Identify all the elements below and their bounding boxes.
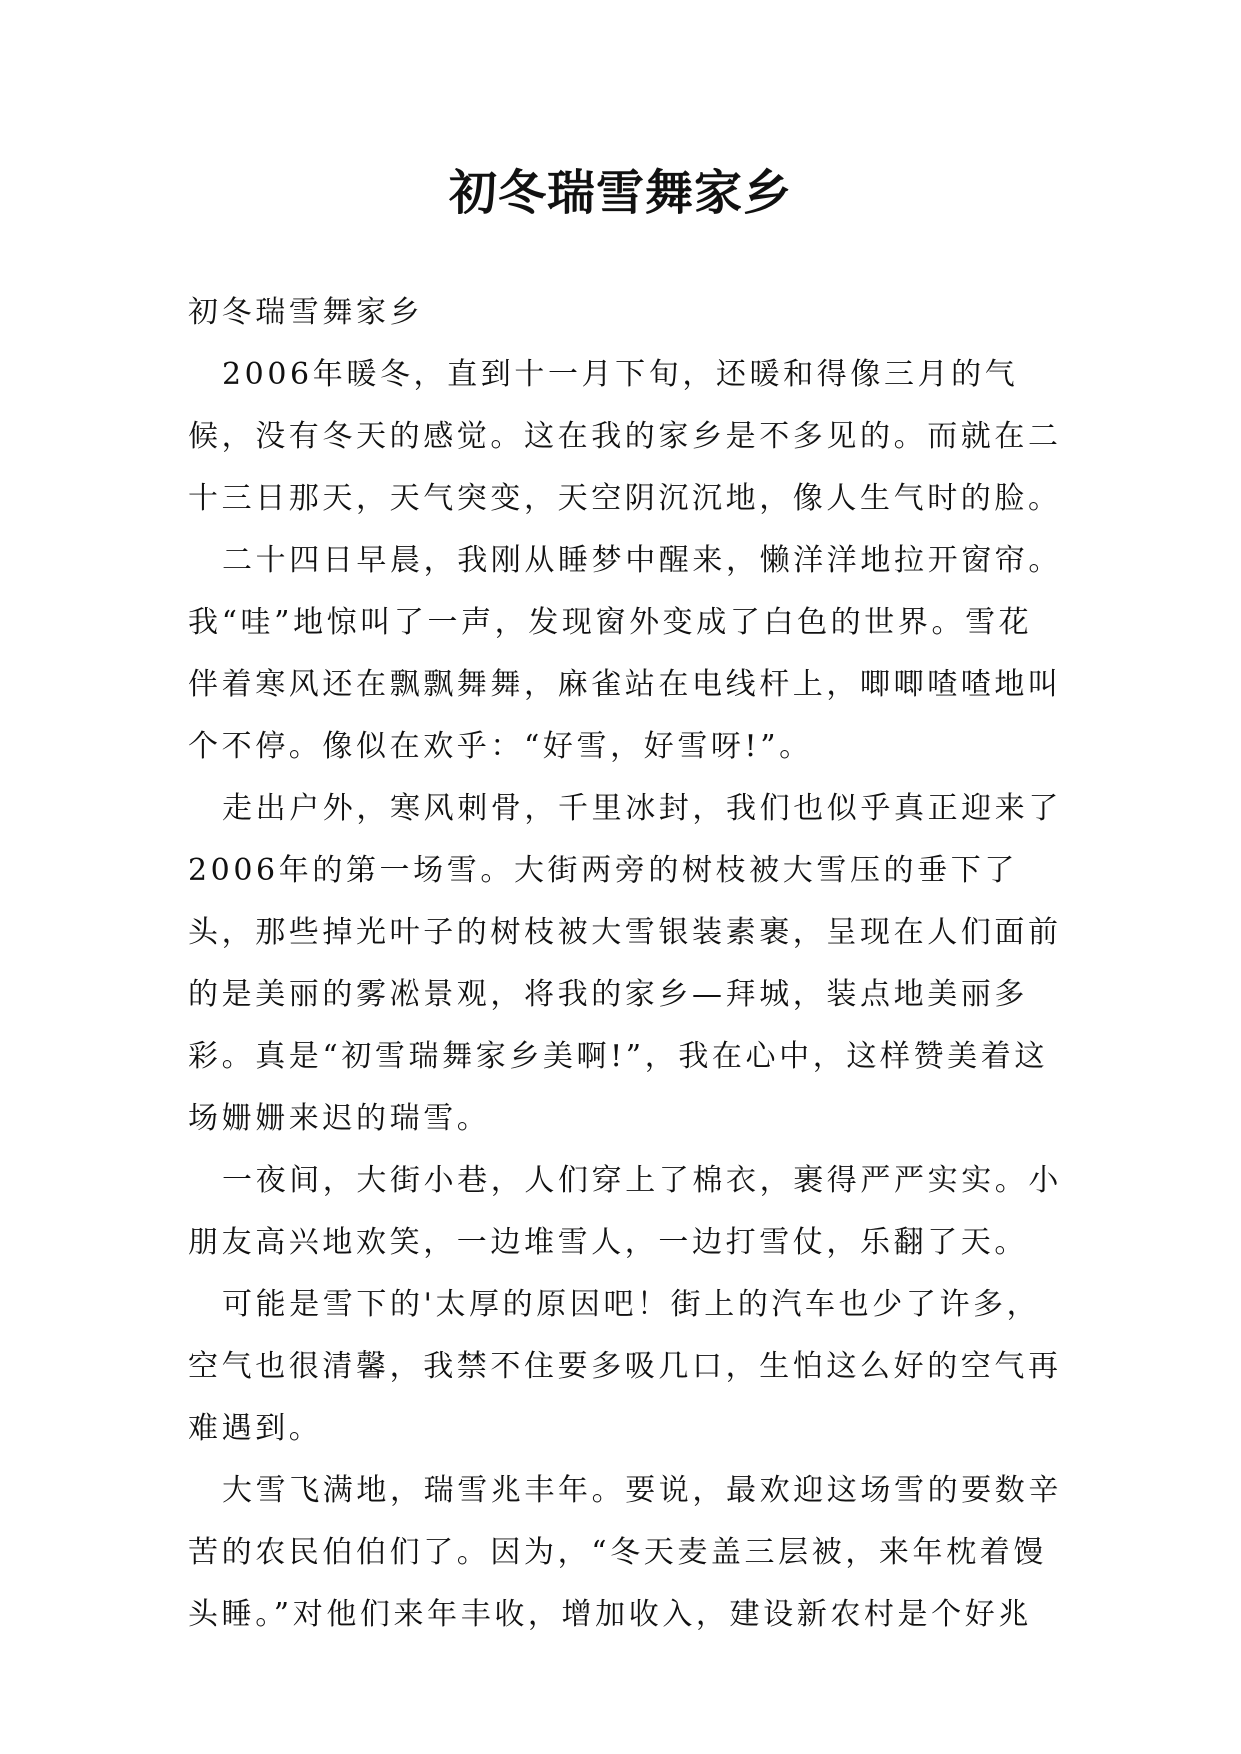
paragraph: 可能是雪下的'太厚的原因吧！街上的汽车也少了许多，空气也很清馨，我禁不住要多吸几口，生怕这么好的空气再难遇到。 bbox=[188, 1287, 1062, 1446]
document-title: 初冬瑞雪舞家乡 bbox=[448, 165, 792, 221]
paragraph: 一夜间，大街小巷，人们穿上了棉衣，裹得严严实实。小朋友高兴地欢笑，一边堆雪人，一边打雪仗，乐翻了天。 bbox=[188, 1163, 1062, 1260]
paragraph: 二十四日早晨，我刚从睡梦中醒来，懒洋洋地拉开窗帘。我“哇”地惊叫了一声，发现窗外变成了白色的世界。雪花伴着寒风还在飘飘舞舞，麻雀站在电线杆上，唧唧喳喳地叫个不停。像似在欢乎：“好雪，好雪呀!”。 bbox=[188, 543, 1062, 764]
paragraph: 走出户外，寒风刺骨，千里冰封，我们也似乎真正迎来了2006年的第一场雪。大街两旁的树枝被大雪压的垂下了头，那些掉光叶子的树枝被大雪银装素裹，呈现在人们面前的是美丽的雾凇景观，将我的家乡—拜城，装点地美丽多彩。真是“初雪瑞舞家乡美啊!”，我在心中，这样赞美着这场姗姗来迟的瑞雪。 bbox=[188, 791, 1062, 1136]
paragraph: 2006年暖冬，直到十一月下旬，还暖和得像三月的气候，没有冬天的感觉。这在我的家乡是不多见的。而就在二十三日那天，天气突变，天空阴沉沉地，像人生气时的脸。 bbox=[188, 357, 1062, 516]
document-body bbox=[188, 282, 1063, 1646]
paragraph: 大雪飞满地，瑞雪兆丰年。要说，最欢迎这场雪的要数辛苦的农民伯伯们了。因为，“冬天麦盖三层被，来年枕着馒头睡。”对他们来年丰收，增加收入，建设新农村是个好兆 bbox=[188, 1473, 1062, 1632]
document-subtitle: 初冬瑞雪舞家乡 bbox=[188, 295, 424, 330]
